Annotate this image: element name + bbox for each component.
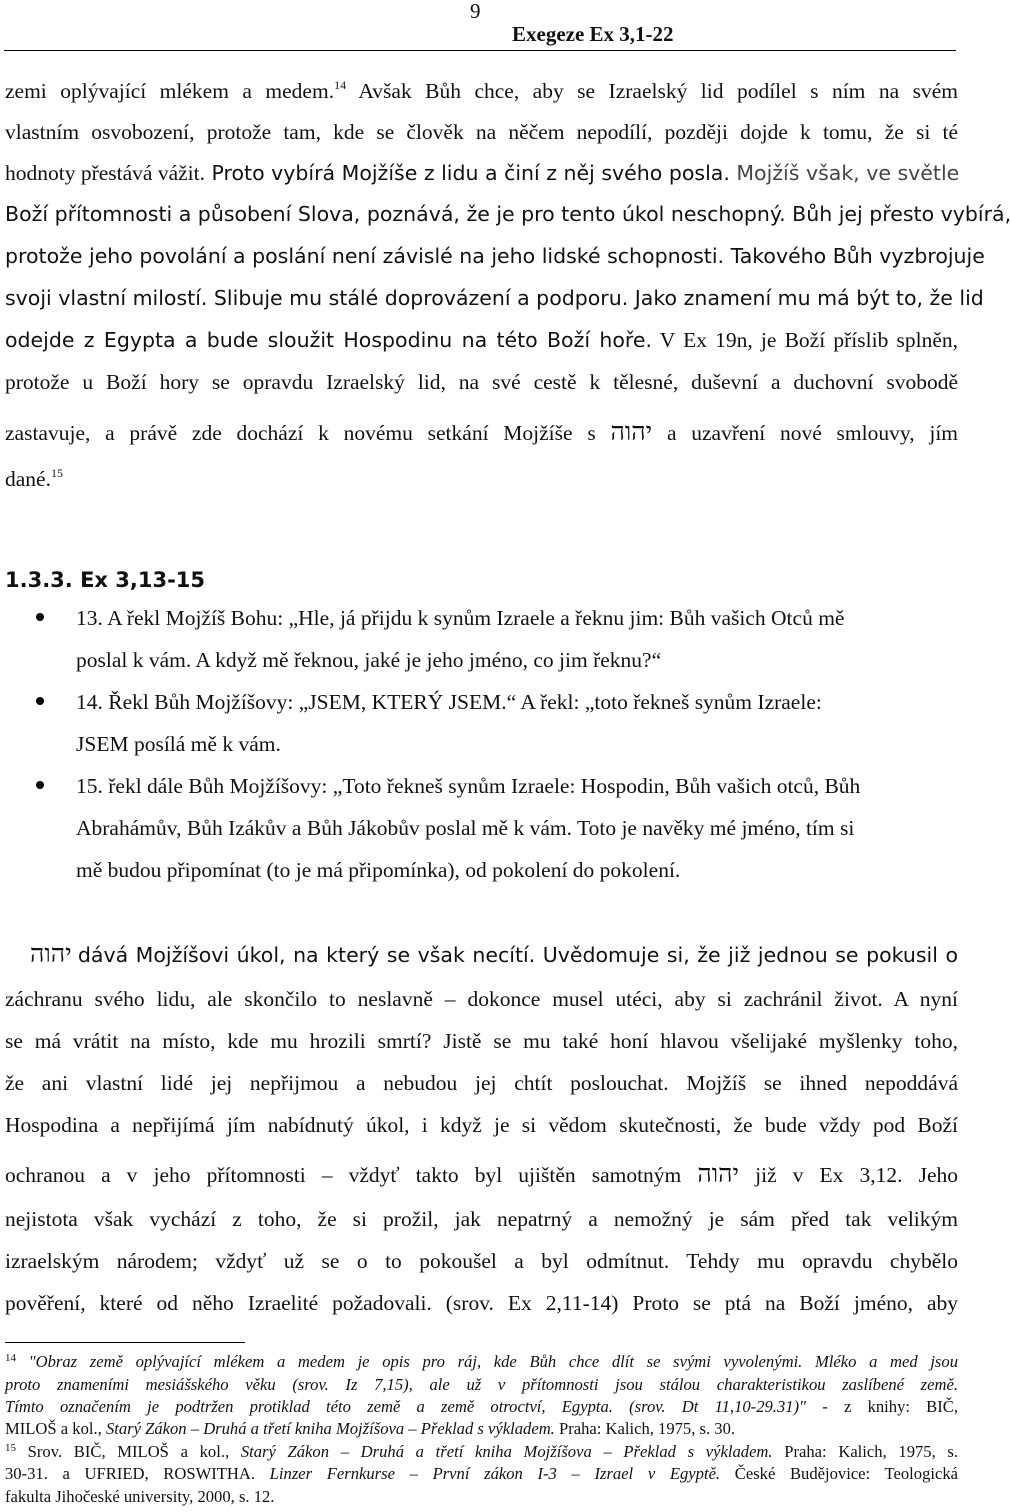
footnote-line: Tímto označením je podtržen protiklad této země a země otroctví, Egypta. (srov. Dt 11,10-29.31)" - z knihy: BIČ,	[5, 1397, 958, 1416]
footnote-line: fakulta Jihočeské university, 2000, s. 12.	[5, 1487, 275, 1506]
hebrew-tetragrammaton: יהוה	[610, 417, 653, 446]
paragraph-line: zastavuje, a právě zde dochází k novému setkání Mojžíše s יהוה a uzavření nové smlouvy, jím	[5, 417, 959, 446]
footnote-line: 30-31. a UFRIED, ROSWITHA. Linzer Fernkurse – První zákon I-3 – Izrael v Egyptě. České Budějovice: Teologická	[5, 1464, 958, 1483]
page-number: 9	[470, 0, 481, 23]
footnote-number: 15	[5, 1442, 16, 1454]
paragraph-line: dané.$^{15}$	[5, 466, 63, 491]
bullet-icon	[36, 697, 44, 705]
paragraph-line: Hospodina a nepřijímá jím nabídnutý úkol, i když je si vědom skutečnosti, že bude vždy pod Boží	[5, 1113, 958, 1137]
footnote-divider	[5, 1342, 245, 1343]
verse-line: 13. A řekl Mojžíš Bohu: „Hle, já přijdu k synům Izraele a řeknu jim: Bůh vašich Otců mě	[76, 606, 845, 630]
footnote-15: $^{15}$ Srov. BIČ, MILOŠ a kol., Starý Zákon – Druhá a třetí kniha Mojžíšova – Překlad s výkladem. Praha: Kalich, 1975, s.	[5, 1442, 959, 1461]
paragraph-line: protože u Boží hory se opravdu Izraelský lid, na své cestě k tělesné, duševní a duchovní svobodě	[5, 370, 958, 394]
paragraph-line: Boží přítomnosti a působení Slova, poznává, že je pro tento úkol neschopný. Bůh jej přesto vybírá,	[5, 202, 1011, 226]
paragraph-line: nejistota však vychází z toho, že si prožil, jak nepatrný a nemožný je sám před tak velikým	[5, 1207, 958, 1231]
verse-line: 14. Řekl Bůh Mojžíšovy: „JSEM, KTERÝ JSEM.“ A řekl: „toto řekneš synům Izraele:	[76, 690, 822, 714]
bullet-icon	[36, 781, 44, 789]
paragraph-line: protože jeho povolání a poslání není závislé na jeho lidské schopnosti. Takového Bůh vyzbrojuje	[5, 244, 985, 268]
paragraph-line: že ani vlastní lidé jej nepřijmou a nebudou jej chtít poslouchat. Mojžíš se ihned nepoddává	[5, 1071, 958, 1095]
running-title: Exegeze Ex 3,1-22	[512, 22, 674, 46]
footnote-number: 14	[5, 1352, 16, 1364]
footnote-line: proto znameními mesiášského věku (srov. Iz 7,15), ale už v přítomnosti jsou stálou charakteristikou zaslíbené země.	[5, 1375, 958, 1394]
section-heading: 1.3.3. Ex 3,13-15	[5, 568, 206, 592]
verse-line: JSEM posílá mě k vám.	[76, 732, 281, 756]
paragraph-line: יהוה dává Mojžíšovi úkol, na který se však necítí. Uvědomuje si, že již jednou se pokusil o	[30, 939, 959, 968]
paragraph-line: ochranou a v jeho přítomnosti – vždyť takto byl ujištěn samotným יהוה již v Ex 3,12. Jeho	[5, 1159, 958, 1188]
hebrew-tetragrammaton: יהוה	[30, 939, 72, 968]
paragraph-line: hodnoty přestává vážit. Proto vybírá Mojžíše z lidu a činí z něj svého posla. Mojžíš však, ve světle	[5, 161, 960, 185]
footnote-14: $^{14}$ "Obraz země oplývající mlékem a medem je opis pro ráj, kde Bůh chce dlít se svými vyvolenými. Mléko a med jsou	[5, 1352, 958, 1371]
verse-line: Abrahámův, Bůh Izákův a Bůh Jákobův poslal mě k vám. Toto je navěky mé jméno, tím si	[76, 816, 855, 840]
verse-line: poslal k vám. A když mě řeknou, jaké je jeho jméno, co jim řeknu?“	[76, 648, 662, 672]
paragraph-line: svoji vlastní milostí. Slibuje mu stálé doprovázení a podporu. Jako znamení mu má být to, že lid	[5, 286, 984, 310]
footnote-ref-14[interactable]: 14	[334, 78, 347, 92]
verse-line: 15. řekl dále Bůh Mojžíšovy: „Toto řekneš synům Izraele: Hospodin, Bůh vašich otců, Bůh	[76, 774, 861, 798]
paragraph-line: zemi oplývající mlékem a medem.$^{14}$ Avšak Bůh chce, aby se Izraelský lid podílel s ním na svém	[5, 78, 959, 103]
paragraph-line: záchranu svého lidu, ale skončilo to neslavně – dokonce musel utéci, aby si zachránil život. A nyní	[5, 987, 958, 1011]
footnote-line: MILOŠ a kol., Starý Zákon – Druhá a třetí kniha Mojžíšova – Překlad s výkladem. Praha: Kalich, 1975, s. 30.	[5, 1419, 736, 1438]
paragraph-line: izraelským národem; vždyť už se o to pokoušel a byl odmítnut. Tehdy mu opravdu chybělo	[5, 1249, 958, 1273]
verse-line: mě budou připomínat (to je má připomínka), od pokolení do pokolení.	[76, 858, 681, 882]
paragraph-line: vlastním osvobození, protože tam, kde se člověk na něčem nepodílí, později dojde k tomu, že si té	[5, 120, 958, 144]
footnote-ref-15[interactable]: 15	[50, 466, 63, 480]
paragraph-line: se má vrátit na místo, kde mu hrozili smrtí? Jistě se mu také honí hlavou všelijaké myšlenky toho,	[5, 1029, 958, 1053]
paragraph-line: odejde z Egypta a bude sloužit Hospodinu na této Boží hoře. V Ex 19n, je Boží příslib splněn,	[5, 328, 958, 352]
paragraph-line: pověření, které od něho Izraelité požadovali. (srov. Ex 2,11-14) Proto se ptá na Boží jméno, aby	[5, 1291, 958, 1315]
hebrew-tetragrammaton: יהוה	[697, 1159, 740, 1188]
header-divider	[4, 50, 956, 51]
bullet-icon	[36, 613, 44, 621]
